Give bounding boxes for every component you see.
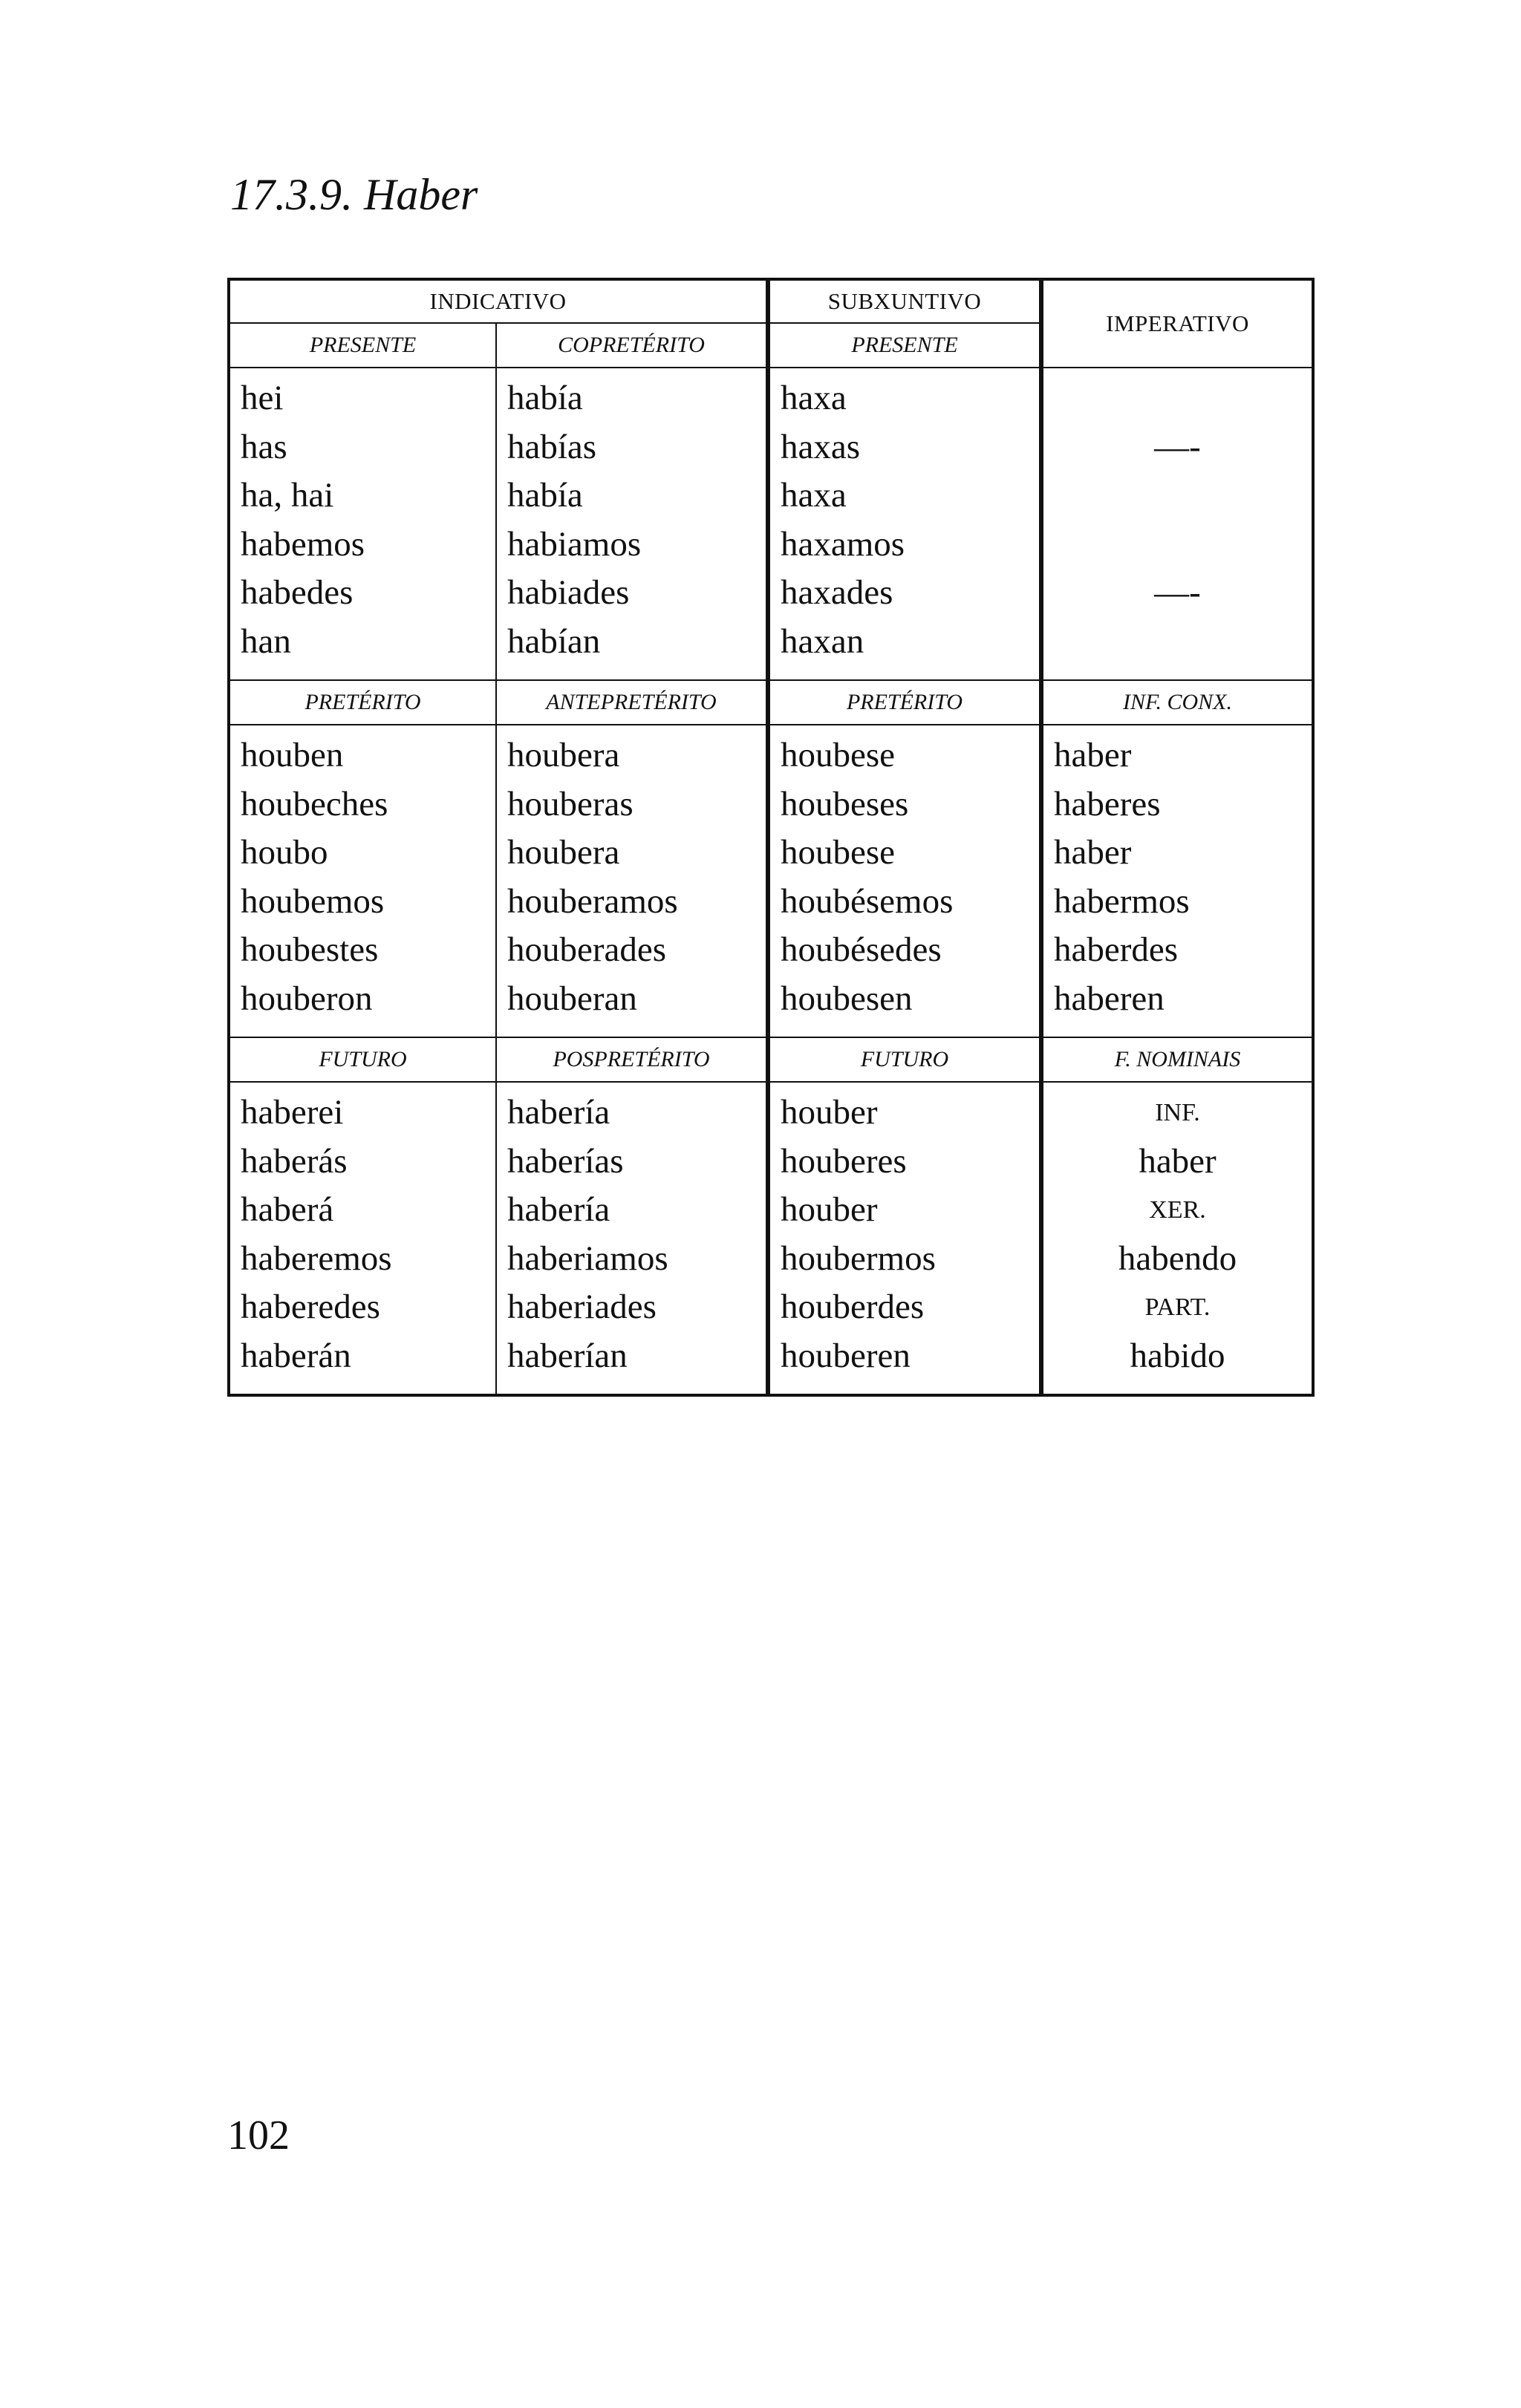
forms-cell: [496, 725, 768, 1037]
conjugation-table: [227, 278, 1315, 1397]
verb-form: houbese: [781, 833, 896, 872]
mood-header-imperativo: IMPERATIVO: [1041, 279, 1313, 368]
verb-form: haberemos: [241, 1239, 392, 1278]
tense-header: POSPRETÉRITO: [496, 1037, 768, 1082]
verb-form: haberen: [1054, 979, 1165, 1018]
verb-form: has: [241, 427, 287, 466]
verb-form: houbestes: [241, 930, 379, 969]
verb-form: había: [507, 379, 583, 417]
verb-form: houberen: [781, 1336, 911, 1375]
forms-cell: [229, 368, 496, 680]
verb-form: haxa: [781, 476, 847, 515]
verb-form: haberías: [507, 1141, 624, 1181]
section-title: 17.3.9. Haber: [230, 170, 478, 219]
verb-form: houbeses: [781, 784, 909, 823]
verb-form: haberiamos: [507, 1239, 668, 1278]
verb-form: haxan: [781, 621, 864, 661]
verb-form: houberdes: [781, 1288, 925, 1326]
verb-form: habido: [1130, 1336, 1225, 1375]
forms-cell-imperativo: [1041, 368, 1313, 680]
verb-form: houbésemos: [781, 881, 954, 921]
mood-header-subxuntivo: SUBXUNTIVO: [768, 279, 1041, 323]
tense-header: PRESENTE: [229, 323, 496, 368]
verb-form: houbésedes: [781, 930, 942, 969]
tense-header: PRETÉRITO: [768, 680, 1041, 725]
tense-header: ANTEPRETÉRITO: [496, 680, 768, 725]
verb-form: houbesen: [781, 979, 913, 1018]
verb-form: houberas: [507, 784, 634, 823]
verb-form: haberei: [241, 1093, 344, 1132]
verb-form: houbera: [507, 833, 620, 872]
verb-form: houber: [781, 1093, 878, 1132]
tense-header: COPRETÉRITO: [496, 323, 768, 368]
verb-form: [1043, 472, 1312, 521]
tense-header: FUTURO: [229, 1037, 496, 1082]
verb-form: habías: [507, 427, 597, 466]
verb-form: habermos: [1054, 881, 1190, 921]
nominal-label: PART.: [1144, 1293, 1211, 1321]
forms-cell: [1041, 725, 1313, 1037]
verb-form: haber: [1054, 833, 1132, 872]
verb-form: han: [241, 621, 291, 661]
verb-form: haberás: [241, 1141, 348, 1181]
verb-form: haberá: [241, 1190, 334, 1229]
verb-form: houbera: [507, 736, 620, 774]
forms-cell: [229, 1082, 496, 1395]
verb-form: [1043, 521, 1312, 570]
verb-form: habían: [507, 621, 601, 661]
verb-form: houber: [781, 1190, 878, 1229]
verb-form: houberades: [507, 930, 667, 969]
verb-form: había: [507, 476, 583, 515]
nominal-label: XER.: [1149, 1196, 1206, 1224]
forms-cell: [768, 725, 1041, 1037]
verb-form: habiades: [507, 573, 630, 612]
verb-form: habedes: [241, 573, 354, 612]
forms-cell: [496, 368, 768, 680]
verb-form: [1043, 374, 1312, 423]
forms-cell: [768, 1082, 1041, 1395]
verb-form: habería: [507, 1093, 610, 1132]
tense-header: PRETÉRITO: [229, 680, 496, 725]
verb-form: houberon: [241, 979, 373, 1018]
nominal-label: INF.: [1155, 1099, 1200, 1126]
tense-header: FUTURO: [768, 1037, 1041, 1082]
verb-form: [1043, 618, 1312, 667]
verb-form: habendo: [1118, 1239, 1237, 1278]
verb-form: houben: [241, 736, 344, 774]
verb-form: haber: [1054, 736, 1132, 774]
verb-form: haberdes: [1054, 930, 1179, 969]
page-number: 102: [227, 2112, 290, 2159]
verb-form: ha, hai: [241, 476, 334, 515]
verb-form: houbermos: [781, 1239, 936, 1278]
verb-form: haberiades: [507, 1288, 657, 1326]
verb-form: habiamos: [507, 524, 642, 564]
tense-header: F. NOMINAIS: [1041, 1037, 1313, 1082]
verb-form: houberes: [781, 1141, 907, 1181]
verb-form: habemos: [241, 524, 365, 564]
verb-form: haxa: [781, 379, 847, 417]
verb-form: houberan: [507, 979, 637, 1018]
verb-form: houbo: [241, 833, 328, 872]
forms-cell-nominais: [1041, 1082, 1313, 1395]
verb-form: hei: [241, 379, 284, 417]
verb-form: houberamos: [507, 881, 678, 921]
verb-form: haxas: [781, 427, 861, 466]
verb-form: haberán: [241, 1336, 351, 1375]
verb-form: —-: [1154, 427, 1201, 466]
verb-form: habería: [507, 1190, 610, 1229]
verb-form: haber: [1139, 1141, 1217, 1181]
verb-form: haxades: [781, 573, 893, 612]
forms-cell: [229, 725, 496, 1037]
tense-header: INF. CONX.: [1041, 680, 1313, 725]
verb-form: houbemos: [241, 881, 385, 921]
forms-cell: [768, 368, 1041, 680]
verb-form: —-: [1154, 573, 1201, 612]
verb-form: houbese: [781, 736, 896, 774]
verb-form: haxamos: [781, 524, 905, 564]
mood-header-indicativo: INDICATIVO: [229, 279, 768, 323]
verb-form: haberedes: [241, 1288, 380, 1326]
forms-cell: [496, 1082, 768, 1395]
tense-header: PRESENTE: [768, 323, 1041, 368]
verb-form: haberían: [507, 1336, 628, 1375]
verb-form: haberes: [1054, 784, 1161, 823]
verb-form: houbeches: [241, 784, 388, 823]
